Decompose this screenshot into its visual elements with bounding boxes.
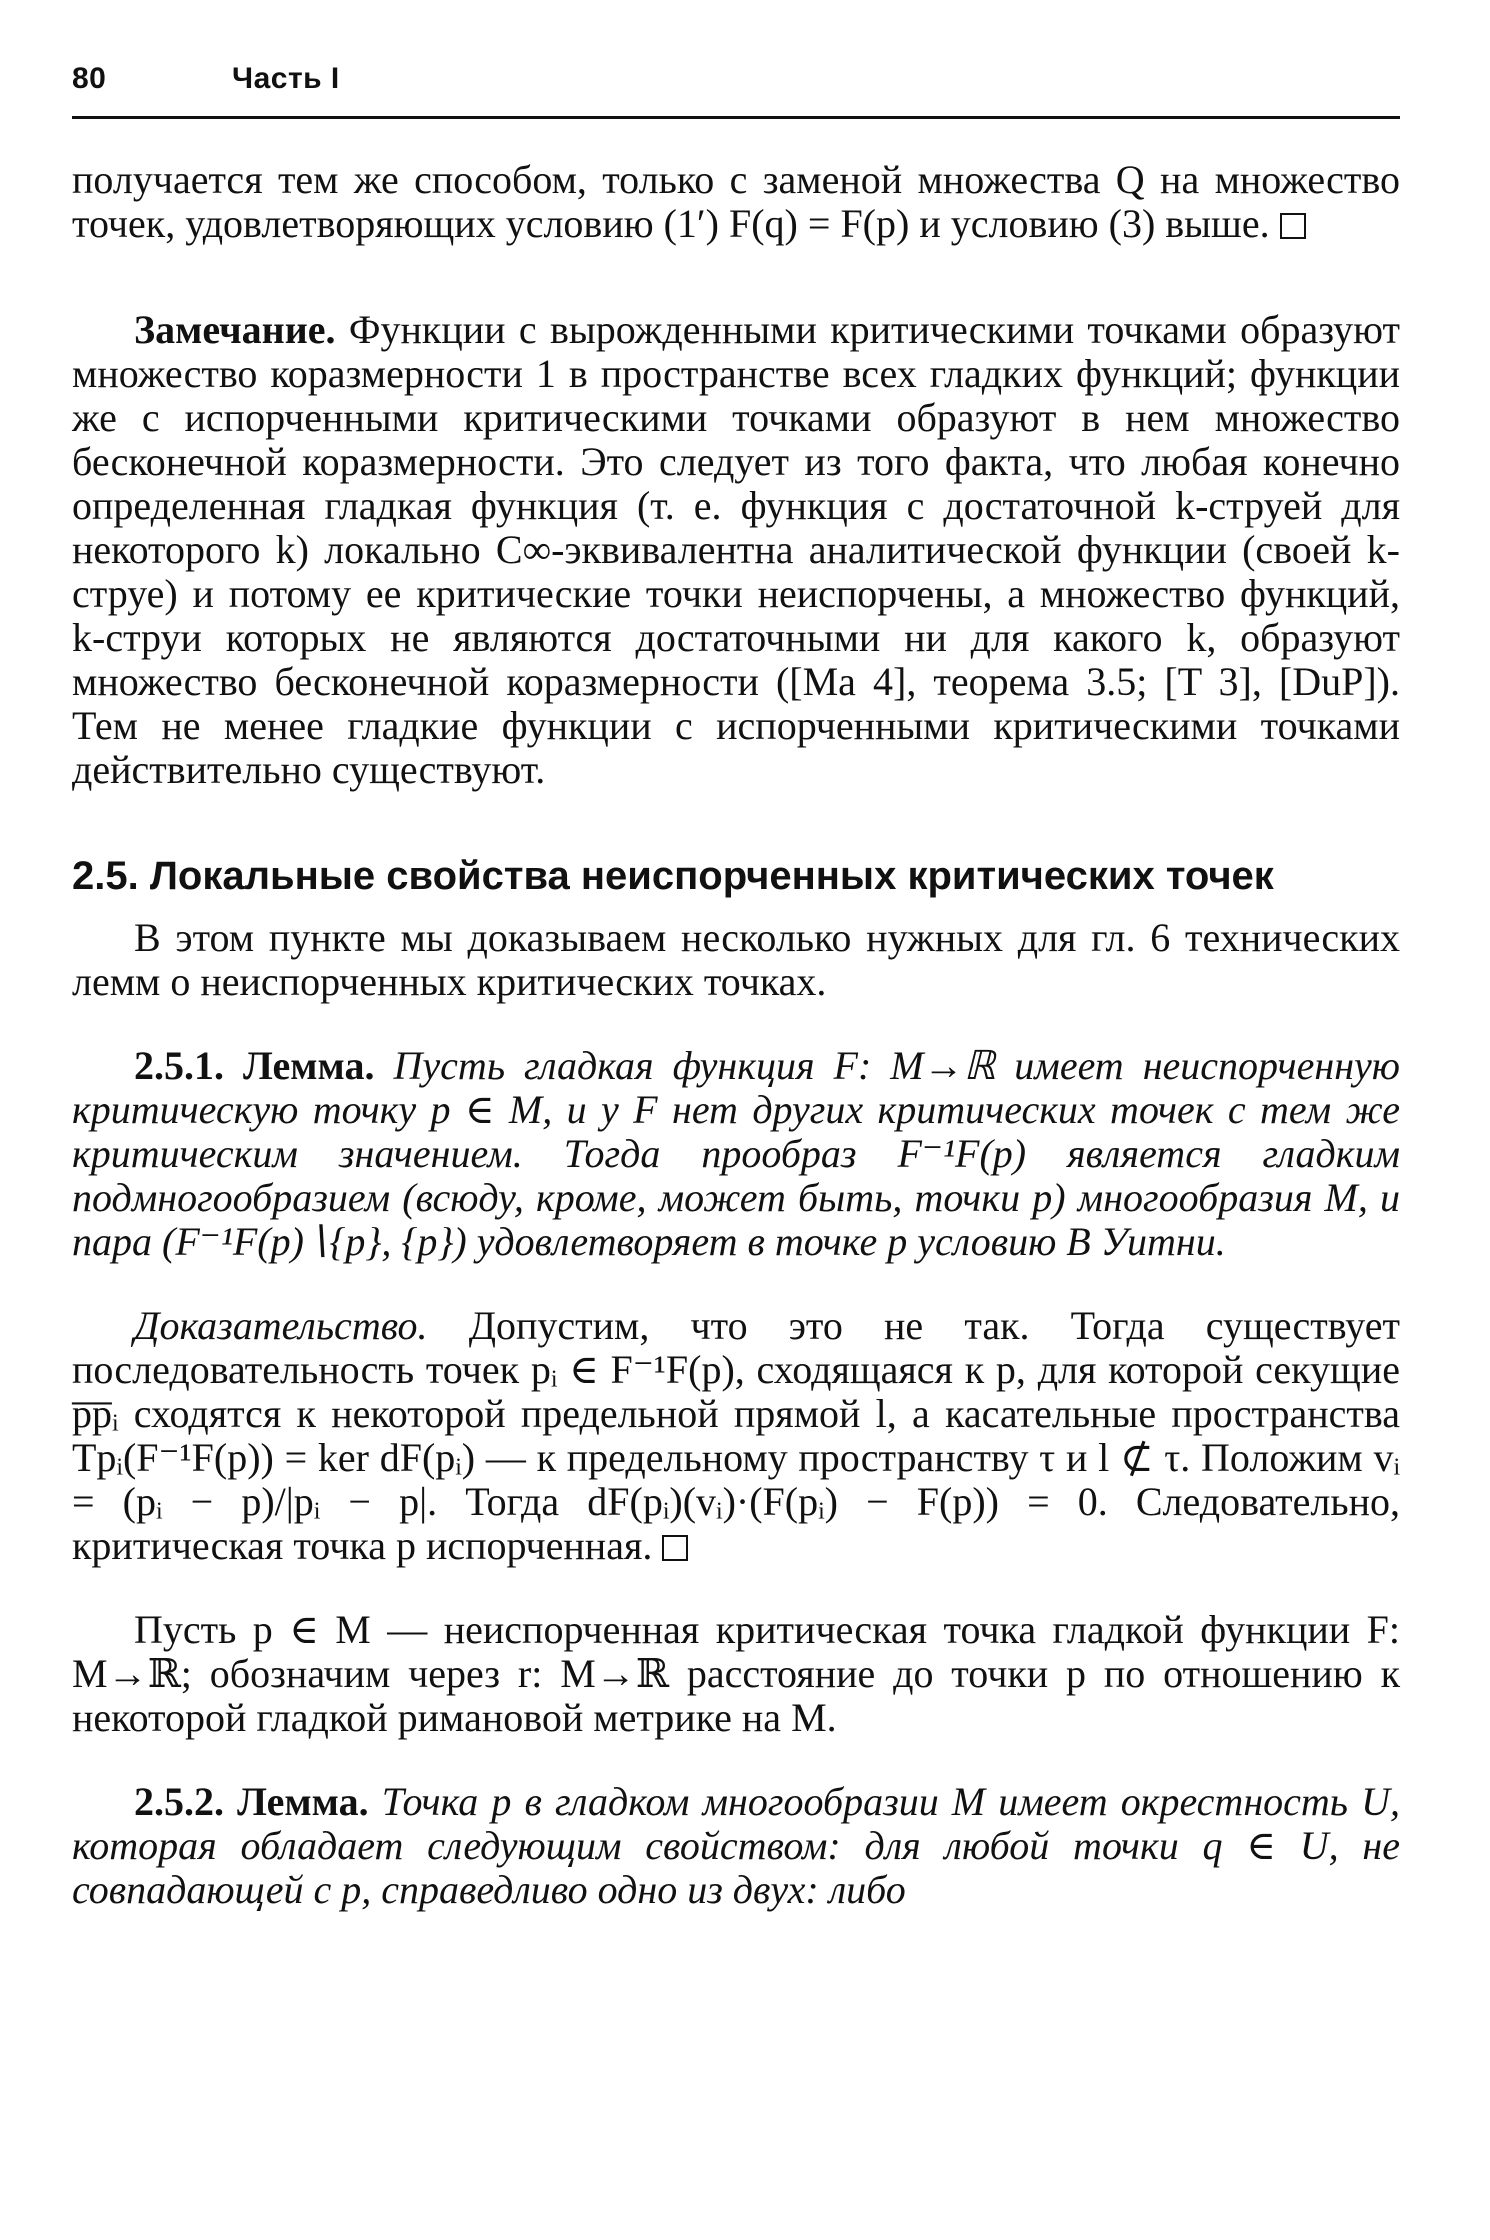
paragraph-continuation bbox=[72, 158, 1400, 246]
lemma-text: Точка p в гладком многообразии M имеет окрестность U, которая обладает следующим свойством: для любой точки q ∈ U, не совпадающей с p, справедливо одно из двух: либо bbox=[72, 1779, 1400, 1912]
lemma-2-5-2 bbox=[72, 1780, 1400, 1912]
remark-text: Функции с вырожденными критическими точками образуют множество коразмерности 1 в пространстве всех гладких функций; функции же с испорченными критическими точками образуют в нем множество бесконечной коразмерности. Это следует из того факта, что любая конечно определенная гладкая функция (т. е. функция с достаточной k-струей для некоторого k) локально C∞-эквивалентна аналитической функции (своей k-струе) и потому ее критические точки неиспорчены, а множество функций, k-струи которых не являются достаточными ни для какого k, образуют множество бесконечной коразмерности ([Ma 4], теорема 3.5; [T 3], [DuP]). Тем не менее гладкие функции с испорченными критическими точками действительно существуют. bbox=[72, 307, 1401, 792]
qed-box-icon bbox=[1280, 213, 1306, 239]
header-rule bbox=[72, 116, 1400, 119]
remark-label: Замечание. bbox=[134, 307, 336, 352]
running-header bbox=[72, 62, 1400, 96]
lemma-2-5-1 bbox=[72, 1044, 1400, 1264]
section-intro: В этом пункте мы доказываем несколько нужных для гл. 6 технических лемм о неиспорченных критических точках. bbox=[72, 915, 1400, 1004]
running-title: Часть I bbox=[232, 62, 340, 95]
proof-label: Доказательство. bbox=[134, 1303, 428, 1348]
lemma-label: 2.5.1. Лемма. bbox=[134, 1043, 375, 1088]
remark-paragraph bbox=[72, 308, 1400, 792]
proof-text: Допустим, что это не так. Тогда существует последовательность точек pᵢ ∈ F⁻¹F(p), сходящаяся к p, для которой секущие p̅p̅ᵢ сходятся к некоторой предельной прямой l, а касательные пространства Tpᵢ(F⁻¹F(p)) = ker dF(pᵢ) — к предельному пространству τ и l ⊄ τ. Положим vᵢ = (pᵢ − p)/|pᵢ − p|. Тогда dF(pᵢ)(vᵢ)·(F(pᵢ) − F(p)) = 0. Следовательно, критическая точка p испорченная. bbox=[72, 1303, 1401, 1568]
proof-paragraph bbox=[72, 1304, 1400, 1568]
page-number: 80 bbox=[72, 62, 107, 95]
paragraph-let-p: Пусть p ∈ M — неиспорченная критическая точка гладкой функции F: M→ℝ; обозначим через r: M→ℝ расстояние до точки p по отношению к некоторой гладкой римановой метрике на M. bbox=[72, 1607, 1400, 1740]
lemma-text: Пусть гладкая функция F: M→ℝ имеет неиспорченную критическую точку p ∈ M, и у F нет других критических точек с тем же критическим значением. Тогда прообраз F⁻¹F(p) является гладким подмногообразием (всюду, кроме, может быть, точки p) многообразия M, и пара (F⁻¹F(p)∖{p}, {p}) удовлетворяет в точке p условию B Уитни. bbox=[72, 1043, 1401, 1264]
section-heading: 2.5. Локальные свойства неиспорченных критических точек bbox=[72, 854, 1274, 898]
text-body bbox=[72, 158, 1400, 1912]
qed-box-icon bbox=[662, 1535, 688, 1561]
lemma-label: 2.5.2. Лемма. bbox=[134, 1779, 369, 1824]
paragraph-text: получается тем же способом, только с заменой множества Q на множество точек, удовлетворяющих условию (1′) F(q) = F(p) и условию (3) выше. bbox=[72, 157, 1400, 246]
